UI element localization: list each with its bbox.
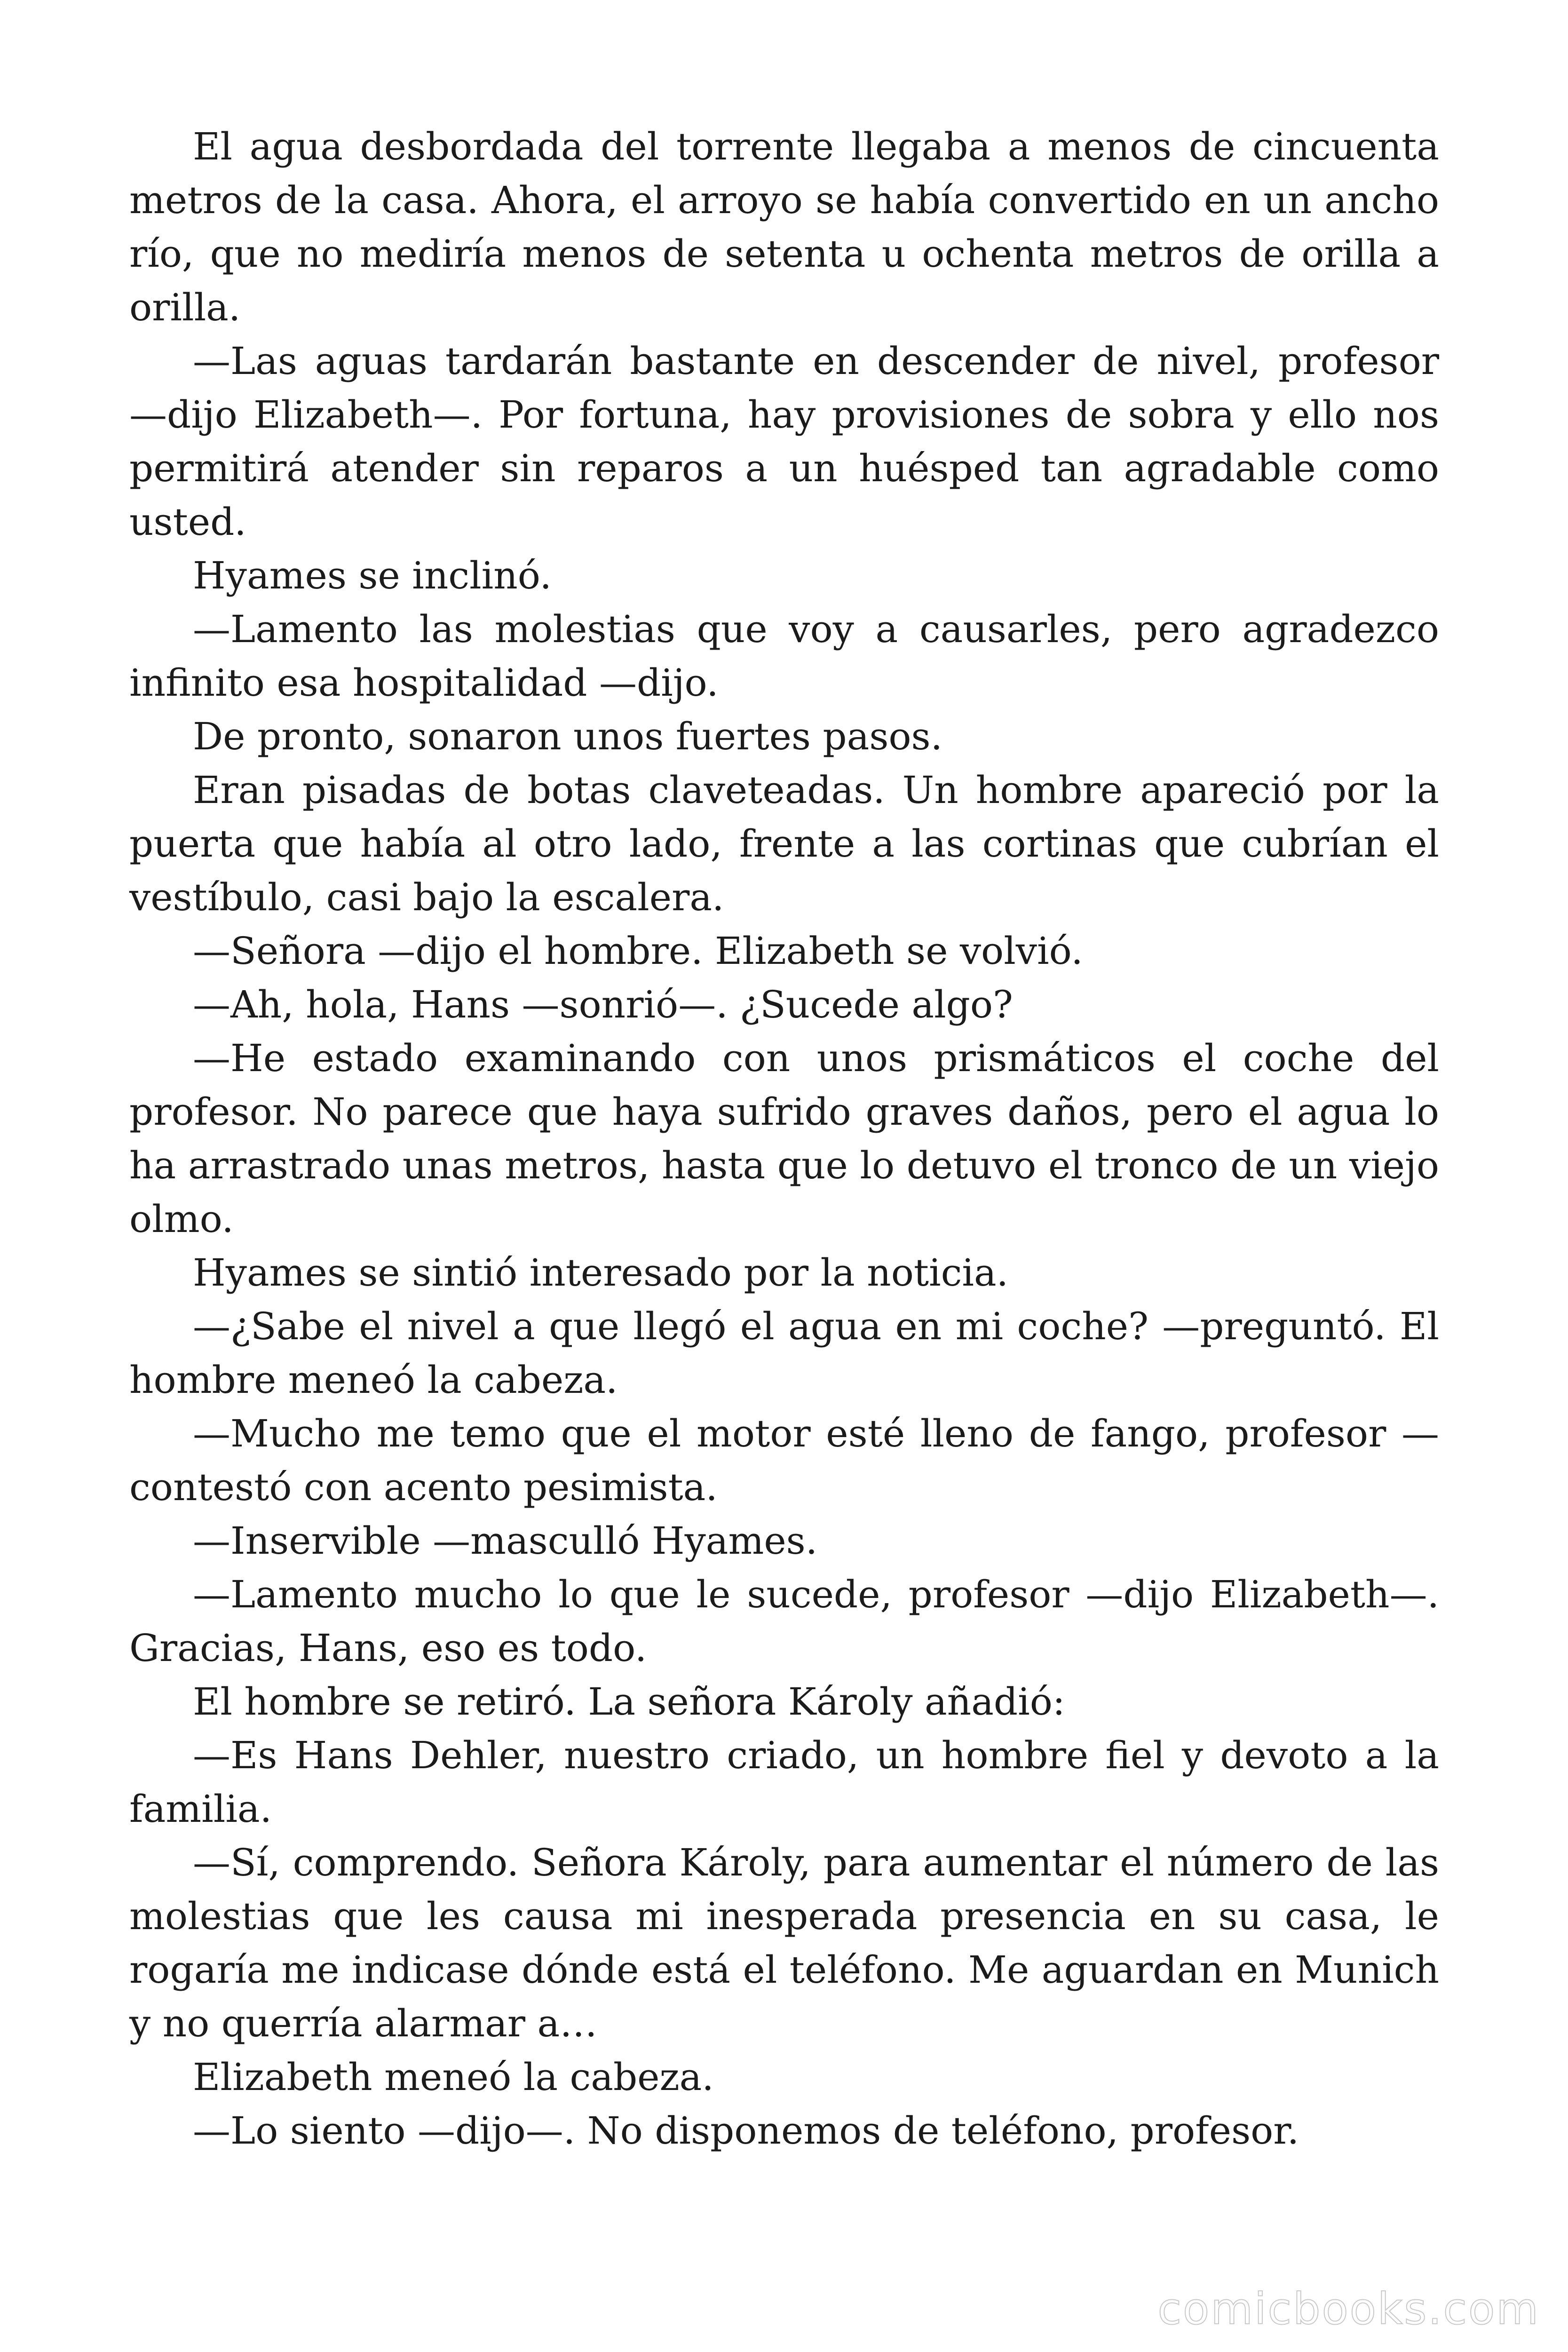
book-page-text (129, 120, 1439, 2158)
paragraph-19: —Lo siento —dijo—. No disponemos de teléfono, profesor. (193, 2109, 1299, 2153)
paragraph-18: Elizabeth meneó la cabeza. (193, 2055, 714, 2099)
paragraph-1: El agua desbordada del torrente llegaba a menos de cincuenta metros de la casa. Ahora, el arroyo se había convertido en un ancho río, que no mediría menos de setenta u ochenta metros de orilla a orilla. (129, 125, 1439, 329)
paragraph-13: —Inservible —masculló Hyames. (193, 1519, 818, 1563)
paragraph-9: —He estado examinando con unos prismáticos el coche del profesor. No parece que haya sufrido graves daños, pero el agua lo ha arrastrado unas metros, hasta que lo detuvo el tronco de un viejo olmo. (129, 1036, 1439, 1241)
paragraph-2: —Las aguas tardarán bastante en descender de nivel, profesor —dijo Elizabeth—. Por fortuna, hay provisiones de sobra y ello nos permitirá atender sin reparos a un huésped tan agradable como usted. (129, 339, 1439, 544)
paragraph-12: —Mucho me temo que el motor esté lleno de fango, profesor —contestó con acento pesimista. (129, 1412, 1439, 1509)
paragraph-17: —Sí, comprendo. Señora Károly, para aumentar el número de las molestias que les causa mi inesperada presencia en su casa, le rogaría me indicase dónde está el teléfono. Me aguardan en Munich y no querría alarmar a… (129, 1841, 1439, 2045)
paragraph-4: —Lamento las molestias que voy a causarles, pero agradezco infinito esa hospitalidad —dijo. (129, 607, 1439, 705)
paragraph-11: —¿Sabe el nivel a que llegó el agua en mi coche? —preguntó. El hombre meneó la cabeza. (129, 1304, 1439, 1402)
paragraph-8: —Ah, hola, Hans —sonrió—. ¿Sucede algo? (193, 983, 1013, 1026)
watermark-text: comicbooks.com (1157, 2284, 1540, 2334)
paragraph-10: Hyames se sintió interesado por la noticia. (193, 1251, 1009, 1295)
paragraph-5: De pronto, sonaron unos fuertes pasos. (193, 715, 943, 758)
paragraph-14: —Lamento mucho lo que le sucede, profesor —dijo Elizabeth—. Gracias, Hans, eso es todo. (129, 1573, 1439, 1670)
paragraph-7: —Señora —dijo el hombre. Elizabeth se volvió. (193, 929, 1083, 973)
paragraph-3: Hyames se inclinó. (193, 554, 552, 597)
paragraph-16: —Es Hans Dehler, nuestro criado, un hombre fiel y devoto a la familia. (129, 1733, 1439, 1831)
paragraph-6: Eran pisadas de botas claveteadas. Un hombre apareció por la puerta que había al otro lado, frente a las cortinas que cubrían el vestíbulo, casi bajo la escalera. (129, 768, 1439, 919)
paragraph-15: El hombre se retiró. La señora Károly añadió: (193, 1680, 1065, 1724)
